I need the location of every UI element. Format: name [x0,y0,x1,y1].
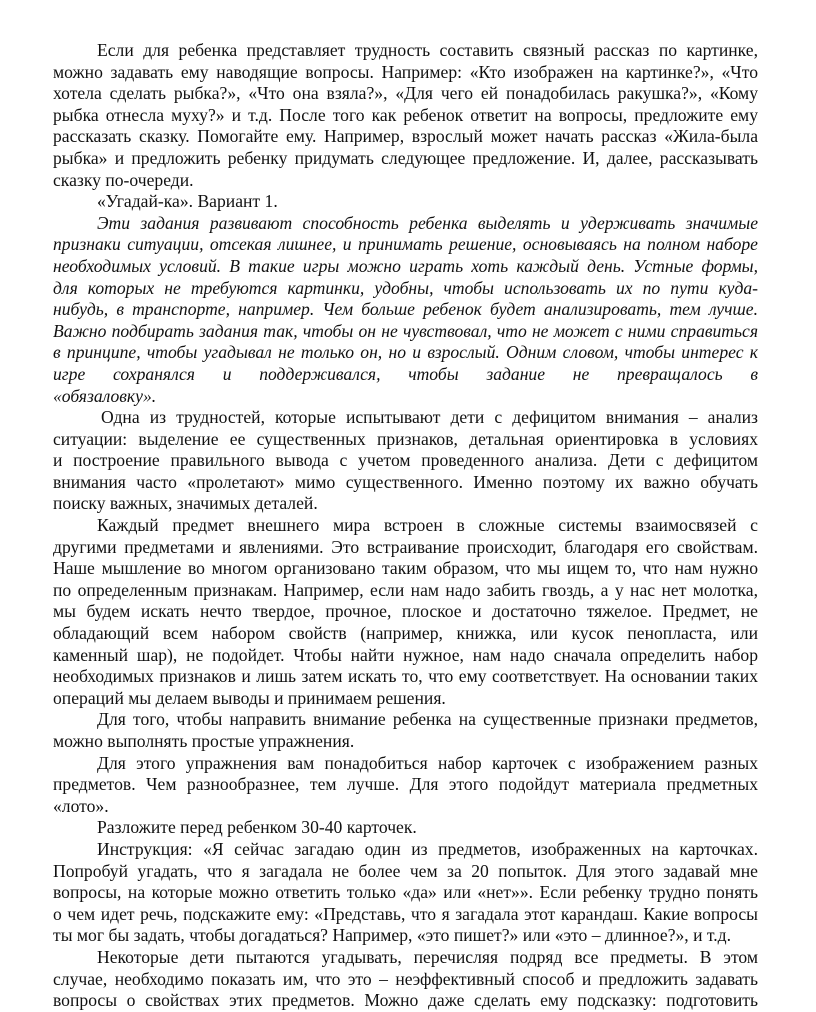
text-line: сказку по-очереди. [53,169,194,190]
text-line: Наше мышление во многом организовано таким образом, что мы ищем то, что нам нужно [53,558,758,579]
text-line: в принципе, чтобы угадывал не только он, но и взрослый. Одним словом, чтобы интерес к [53,342,758,363]
text-line: Одна из трудностей, которые испытывают дети с дефицитом внимания – анализ [101,407,758,428]
text-line: Для того, чтобы направить внимание ребенка на существенные признаки предметов, [97,709,758,730]
paragraph [53,839,758,947]
text-line: признаки ситуации, отсекая лишнее, и принимать решение, основываясь на полном наборе [53,234,758,255]
text-line: каменный шар), не подойдет. Чтобы найти нужное, нам надо сначала определить набор [53,644,758,665]
text-line: Если для ребенка представляет трудность составить связный рассказ по картинке, [97,40,758,60]
text-line: вопросы о свойствах этих предметов. Можно даже сделать ему подсказку: подготовить [53,990,758,1011]
text-line: операций мы делаем выводы и принимаем решения. [53,687,446,708]
paragraph [53,515,758,709]
paragraph [53,407,758,515]
text-line: обладающий всем набором свойств (например, книжка, или кусок пенопласта, или [53,623,758,644]
text-line: и построение правильного вывода с учетом проведенного анализа. Дети с дефицитом [53,450,758,471]
text-line: по определенным признакам. Например, если нам надо забить гвоздь, а у нас нет молотка, [53,579,758,600]
text-line: «Угадай-ка». Вариант 1. [97,191,278,212]
text-line: можно задавать ему наводящие вопросы. Например: «Кто изображен на картинке?», «Что [53,61,758,82]
text-line: мы будем искать нечто твердое, прочное, плоское и достаточно тяжелое. Предмет, не [53,601,758,622]
text-line: Попробуй угадать, что я загадала не более чем за 20 попыток. Для этого задавай мне [53,860,758,881]
text-line: ты мог бы задать, чтобы догадаться? Например, «это пишет?» или «это – длинное?», и т.д. [53,925,732,946]
text-line: необходимых признаков и лишь затем искать то, что ему соответствует. На основании таких [53,666,758,687]
paragraph [53,817,758,839]
text-line: игре сохранялся и поддерживался, чтобы задание не превращалось в [53,363,758,384]
paragraph [53,191,758,213]
paragraph [53,40,758,191]
document-page [53,40,758,1012]
text-line: рыбка» и предложить ребенку придумать следующее предложение. И, далее, рассказывать [53,147,758,168]
text-line: другими предметами и явлениями. Это встраивание происходит, благодаря его свойствам. [53,536,758,557]
text-line: Некоторые дети пытаются угадывать, перечисляя подряд все предметы. В этом [97,946,758,967]
text-line: Инструкция: «Я сейчас загадаю один из предметов, изображенных на карточках. [97,838,758,859]
text-line: можно выполнять простые упражнения. [53,731,355,751]
text-line: «лото». [53,795,109,816]
paragraph [53,947,758,1012]
text-line: ситуации: выделение ее существенных признаков, детальная ориентировка в условиях [53,428,758,449]
text-line: Для этого упражнения вам понадобиться набор карточек с изображением разных [97,752,758,773]
paragraph [53,709,758,752]
text-line: о чем идет речь, подскажите ему: «Представь, что я загадала этот карандаш. Какие вопросы [53,903,758,924]
text-line: хотела сделать рыбка?», «Что она взяла?», «Для чего ей понадобилась ракушка?», «Кому [53,83,758,104]
text-line: внимания часто «пролетают» мимо существенного. Именно поэтому их важно обучать [53,471,758,492]
paragraph [53,753,758,818]
text-line: рыбка отнесла муху?» и т.д. После того как ребенок ответит на вопросы, предложите ему [53,104,758,125]
text-line: вопросы, на которые можно ответить только «да» или «нет»». Если ребенку трудно понять [53,882,758,903]
text-line: случае, необходимо показать им, что это – неэффективный способ и предложить задавать [53,968,758,989]
text-line: предметов. Чем разнообразнее, тем лучше. Для этого подойдут материала предметных [53,774,758,795]
text-line: Эти задания развивают способность ребенка выделять и удерживать значимые [97,212,758,233]
text-line: рассказать сказку. Помогайте ему. Например, взрослый может начать рассказ «Жила-была [53,126,758,147]
text-line: Разложите перед ребенком 30-40 карточек. [97,817,417,838]
text-line: Каждый предмет внешнего мира встроен в сложные системы взаимосвязей с [97,515,758,536]
text-line: поиску важных, значимых деталей. [53,493,318,514]
text-line: для которых не требуются картинки, удобны, чтобы использовать их по пути куда- [53,277,758,298]
text-line: Важно подбирать задания так, чтобы он не чувствовал, что не может с ними справиться [53,320,758,341]
paragraph [53,213,758,407]
text-line: нибудь, в транспорте, например. Чем больше ребенок будет анализировать, тем лучше. [53,299,758,320]
text-line: необходимых условий. В такие игры можно играть хоть каждый день. Устные формы, [53,255,758,276]
text-line: «обязаловку». [53,385,157,406]
